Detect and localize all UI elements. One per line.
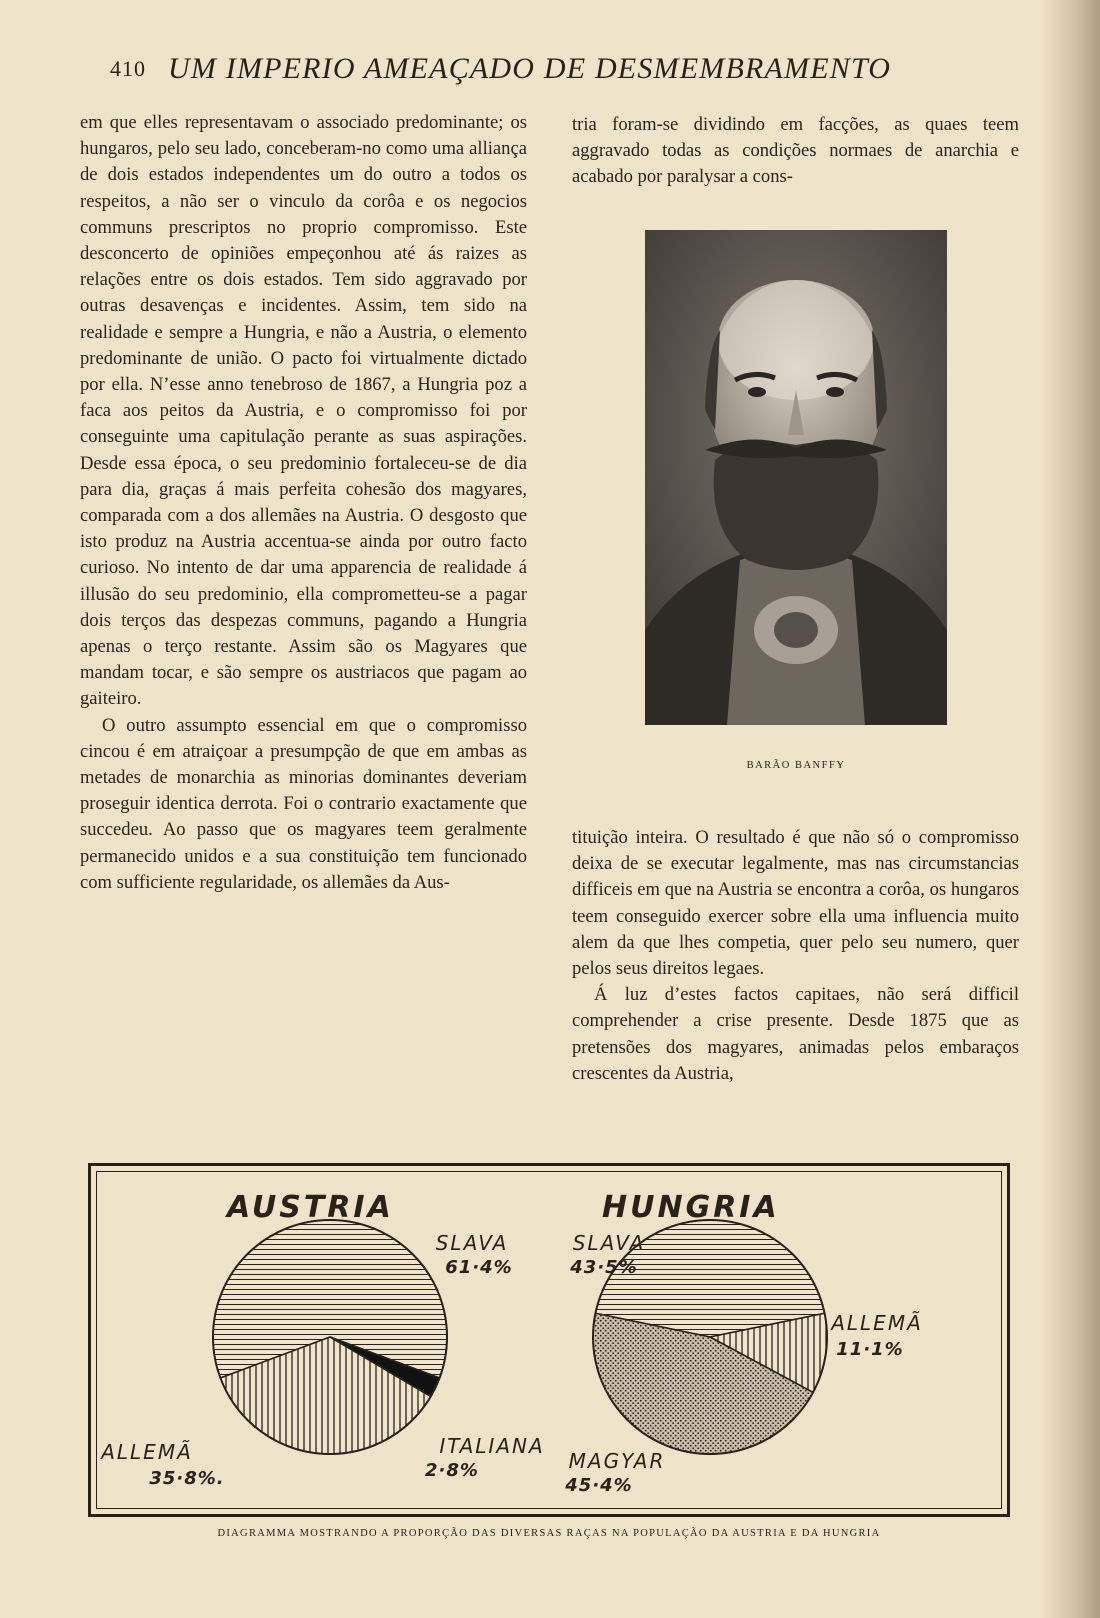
running-header xyxy=(110,52,940,86)
pie-diagram-frame xyxy=(88,1163,1010,1517)
portrait-photo xyxy=(645,230,947,725)
right-column-bottom xyxy=(572,825,1019,1087)
pie-diagram-inner-border xyxy=(96,1171,1002,1509)
page-number: 410 xyxy=(110,56,146,81)
portrait-illustration xyxy=(645,230,947,725)
page-edge-shadow xyxy=(1040,0,1100,1618)
paragraph: em que elles representavam o associado predominante; os hungaros, pelo seu lado, conceberam-no como uma alliança de dois estados independentes um do outro a todos os respeitos, a não ser o vinculo da corôa e os negocios communs prescriptos no proprio compromisso. Este desconcerto de opiniões empeçonhou até ás raizes as relações entre os dois estados. Tem sido aggravado por outras desavenças e incidentes. Assim, tem sido na realidade e sempre a Hungria, e não a Austria, o elemento predominante de união. O pacto foi virtualmente dictado por ella. N’esse anno tenebroso de 1867, a Hungria poz a faca aos peitos da Austria, e o compromisso foi por conseguinte uma capitulação perante as suas aspirações. Desde essa época, o seu predominio fortaleceu-se de dia para dia, graças á mais perfeita cohesão dos magyares, comparada com a dos allemães na Austria. O desgosto que isto produz na Austria accentua-se ainda por outro facto curioso. No intento de dar uma apparencia de realidade á illusão do seu predominio, ella comprometteu-se a pagar dois terços das despezas communs, pagando a Hungria apenas o terço restante. Assim são os Magyares que mandam tocar, e são sempre os austriacos que pagam ao gaiteiro. xyxy=(80,112,527,710)
pie-slice-value: 11·1% xyxy=(836,1339,904,1360)
pie-slice-value: 45·4% xyxy=(565,1475,633,1496)
pie-slice-value: 35·8%. xyxy=(149,1468,225,1489)
pie-slice-label: ITALIANA xyxy=(439,1434,545,1458)
paragraph: Á luz d’estes factos capitaes, não será difficil comprehender a crise presente. Desde 1875 que as pretensões dos magyares, animadas pelos embaraços crescentes da Austria, xyxy=(572,984,1019,1084)
pie-slice-value: 43·5% xyxy=(570,1257,638,1278)
pie-title: AUSTRIA xyxy=(227,1190,394,1225)
paragraph: tria foram-se dividindo em facções, as quaes teem aggravado todas as condições normaes de anarchia e acabado por paralysar a cons- xyxy=(572,114,1019,188)
pie-slice-value: 61·4% xyxy=(445,1257,513,1278)
pie-title: HUNGRIA xyxy=(602,1190,780,1225)
pie-slice-label: ALLEMÃ xyxy=(101,1440,193,1464)
pie-slice-label: MAGYAR xyxy=(568,1449,666,1473)
right-column-top xyxy=(572,112,1019,191)
pie-charts xyxy=(97,1172,1007,1514)
pie-slice-label: ALLEMÃ xyxy=(831,1311,923,1335)
left-column xyxy=(80,110,527,896)
pie-slice-value: 2·8% xyxy=(425,1460,479,1481)
paragraph: tituição inteira. O resultado é que não só o compromisso deixa de se executar legalmente, mas nas circumstancias difficeis em que na Austria se encontra a corôa, os hungaros teem conseguido exercer sobre ella uma influencia muito alem da que lhes competia, quer pelo seu numero, quer pelos seus direitos legaes. xyxy=(572,827,1019,980)
pie-slice-label: SLAVA xyxy=(435,1231,509,1255)
portrait-caption: BARÃO BANFFY xyxy=(746,760,846,771)
diagram-caption: DIAGRAMMA MOSTRANDO A PROPORÇÃO DAS DIVERSAS RAÇAS NA POPULAÇÃO DA AUSTRIA E DA HUNGRIA xyxy=(217,1528,881,1539)
pie-slice-label: SLAVA xyxy=(572,1231,646,1255)
running-title: UM IMPERIO AMEAÇADO DE DESMEMBRAMENTO xyxy=(168,52,892,85)
paragraph: O outro assumpto essencial em que o compromisso cincou é em atraiçoar a presumpção de que em ambas as metades de monarchia as minorias dominantes deveriam proseguir identica derrota. Foi o contrario exactamente que succedeu. Ao passo que os magyares teem geralmente permanecido unidos e a sua constituição tem funcionado com sufficiente regularidade, os allemães da Aus- xyxy=(80,714,527,893)
